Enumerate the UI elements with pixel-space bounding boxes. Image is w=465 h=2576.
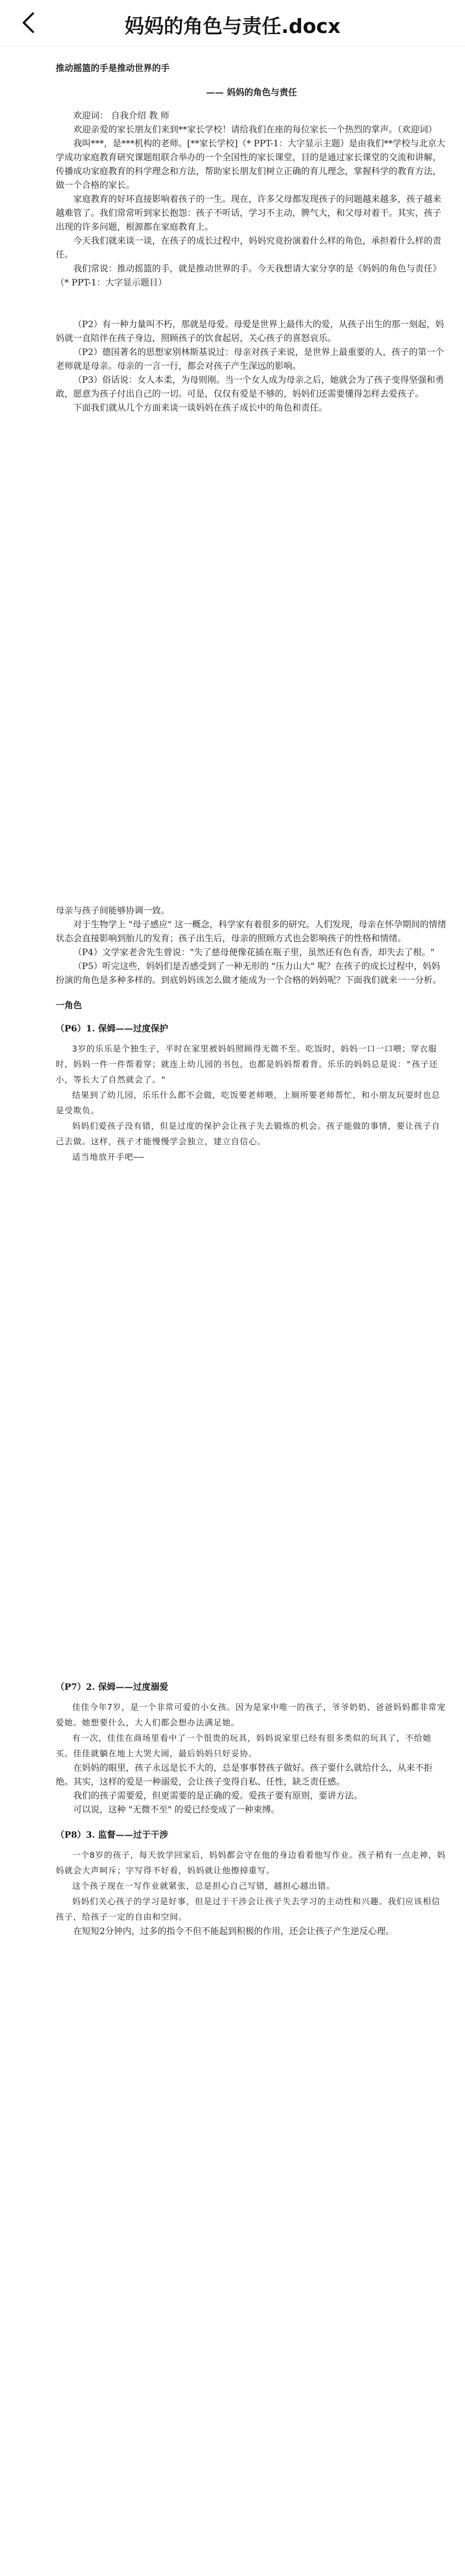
- paragraph: （P7）2. 保姆——过度溺爱: [56, 1682, 169, 1692]
- paragraph: 对于生物学上 "母子感应" 这一概念，科学家有着很多的研究。人们发现，母亲在怀孕期间的情绪状态会直接影响到胎儿的发育；孩子出生后，母亲的照顾方式也会影响孩子的性格和情绪。: [56, 920, 446, 944]
- document-title: 妈妈的角色与责任.docx: [124, 15, 341, 38]
- paragraph: 佳佳今年7岁，是一个非常可爱的小女孩。因为是家中唯一的孩子，爷爷奶奶、爸爸妈妈都非常宠爱她。她想要什么，大人们都会想办法满足她。: [56, 1702, 446, 1727]
- paragraph: （P4）文学家老舍先生曾说："失了慈母便像花插在瓶子里，虽然还有色有香，却失去了根。": [73, 947, 435, 958]
- paragraph: 妈妈们关心孩子的学习是好事，但是过于干涉会让孩子失去学习的主动性和兴趣。我们应该相信孩子，给孩子一定的自由和空间。: [56, 1896, 441, 1922]
- paragraph: —— 妈妈的角色与责任: [206, 88, 297, 98]
- paragraph: 有一次，佳佳在商场里看中了一个很贵的玩具，妈妈说家里已经有很多类似的玩具了，不给她买。佳佳就躺在地上大哭大闹，最后妈妈只好妥协。: [56, 1733, 432, 1758]
- paragraph: （P8）3. 监督——过于干涉: [56, 1830, 169, 1840]
- document-page-3: [56, 1669, 447, 2576]
- paragraph: （P2）有一种力量叫不朽，那就是母爱。母爱是世界上最伟大的爱，从孩子出生的那一刻起，妈妈就一直陪伴在孩子身边，照顾孩子的饮食起居，关心孩子的喜怒哀乐。: [56, 319, 444, 344]
- paragraph: 一角色: [56, 1001, 82, 1011]
- paragraph: 家庭教育的好坏直接影响着孩子的一生。现在，许多父母都发现孩子的问题越来越多，孩子越来越难管了。我们常常听到家长抱怨：孩子不听话，学习不主动，脾气大，和父母对着干。其实，孩子出现的许多问题，根源都在家庭教育上。: [56, 194, 441, 232]
- paragraph: 我们的孩子需要爱，但更需要的是正确的爱。爱孩子要有原则，要讲方法。: [73, 1791, 362, 1801]
- paragraph: （P5）听完这些，妈妈们是否感受到了一种无形的 "压力山大" 呢？在孩子的成长过程中，妈妈扮演的角色是多种多样的。到底妈妈该怎么做才能成为一个合格的妈妈呢？下面我们就来一一分析。: [56, 961, 441, 986]
- paragraph: 欢迎词： 自我介绍 教 师: [73, 111, 170, 121]
- paragraph: 下面我们就从几个方面来谈一谈妈妈在孩子成长中的角色和责任。: [73, 403, 327, 413]
- paragraph: 我们常说：推动摇篮的手，就是推动世界的手。今天我想请大家分享的是《妈妈的角色与责任》（* PPT-1：大字显示题目）: [56, 264, 441, 288]
- paragraph: 母亲与孩子间能够协调一致。: [56, 906, 170, 916]
- paragraph: 这个孩子现在一写作业就紧张，总是担心自己写错，越担心越出错。: [72, 1881, 336, 1891]
- paragraph: 今天我们就来谈一谈，在孩子的成长过程中，妈妈究竟扮演着什么样的角色，承担着什么样的责任。: [56, 236, 441, 260]
- paragraph: 可以说，这种 "无微不至" 的爱已经变成了一种束缚。: [73, 1805, 280, 1815]
- paragraph: 欢迎亲爱的家长朋友们来到**家长学校！请给我们在座的每位家长一个热烈的掌声。（欢迎词）: [73, 125, 437, 135]
- paragraph: 在妈妈的眼里，孩子永远是长不大的，总是事事替孩子做好。孩子要什么就给什么，从来不拒绝。其实，这样的爱是一种溺爱，会让孩子变得自私、任性，缺乏责任感。: [56, 1763, 433, 1787]
- paragraph: 结果到了幼儿园，乐乐什么都不会做，吃饭要老师喂，上厕所要老师帮忙，和小朋友玩耍时也总是受欺负。: [56, 1090, 441, 1115]
- paragraph: 妈妈们爱孩子没有错，但是过度的保护会让孩子失去锻炼的机会。孩子能做的事情，要让孩子自己去做。这样，孩子才能慢慢学会独立，建立自信心。: [56, 1121, 441, 1146]
- document-page-2: [56, 904, 447, 1659]
- paragraph: （P2）德国著名的思想家别林斯基说过：母亲对孩子来说，是世界上最重要的人，孩子的第一个老师就是母亲。母亲的一言一行，都会对孩子产生深远的影响。: [56, 347, 444, 371]
- paragraph: 一个8岁的孩子，每天放学回家后，妈妈都会守在他的身边看着他写作业。孩子稍有一点走神，妈妈就会大声呵斥；字写得不好看，妈妈就让他擦掉重写。: [56, 1850, 446, 1875]
- paragraph: （P3）俗话说：女人本柔，为母则刚。当一个女人成为母亲之后，她就会为了孩子变得坚强和勇敢，愿意为孩子付出自己的一切。可是，仅仅有爱是不够的，妈妈们还需要懂得怎样去爱孩子。: [56, 375, 444, 399]
- paragraph: [56, 298, 447, 310]
- paragraph: 适当地放开手吧——: [72, 1152, 145, 1162]
- paragraph: （P6）1. 保姆——过度保护: [56, 1024, 169, 1034]
- paragraph: 推动摇篮的手是推动世界的手: [56, 63, 170, 74]
- document-page-1: [56, 57, 447, 876]
- paragraph: 我叫***，是***机构的老师。[**家长学校]（* PPT-1：大字显示主题）是由我们**学校与北京大学成功家庭教育研究课题组联合举办的一个全国性的家长课堂，目的是通过家长课堂的交流和讲解，传播成功家庭教育的科学理念和方法，帮助家长朋友们树立正确的育儿理念，掌握科学的教育方法，做一个合格的家长。: [56, 139, 445, 191]
- paragraph: 在短短2分钟内，过多的指令不但不能起到积极的作用，还会让孩子产生逆反心理。: [73, 1926, 394, 1937]
- top-bar: [0, 0, 465, 47]
- paragraph: 3岁的乐乐是个独生子，平时在家里被妈妈照顾得无微不至。吃饭时，妈妈一口一口喂；穿衣服时，妈妈一件一件帮着穿；就连上幼儿园的书包，也都是妈妈帮着背。乐乐的妈妈总是说："孩子还小，等长大了自然就会了。": [56, 1044, 438, 1084]
